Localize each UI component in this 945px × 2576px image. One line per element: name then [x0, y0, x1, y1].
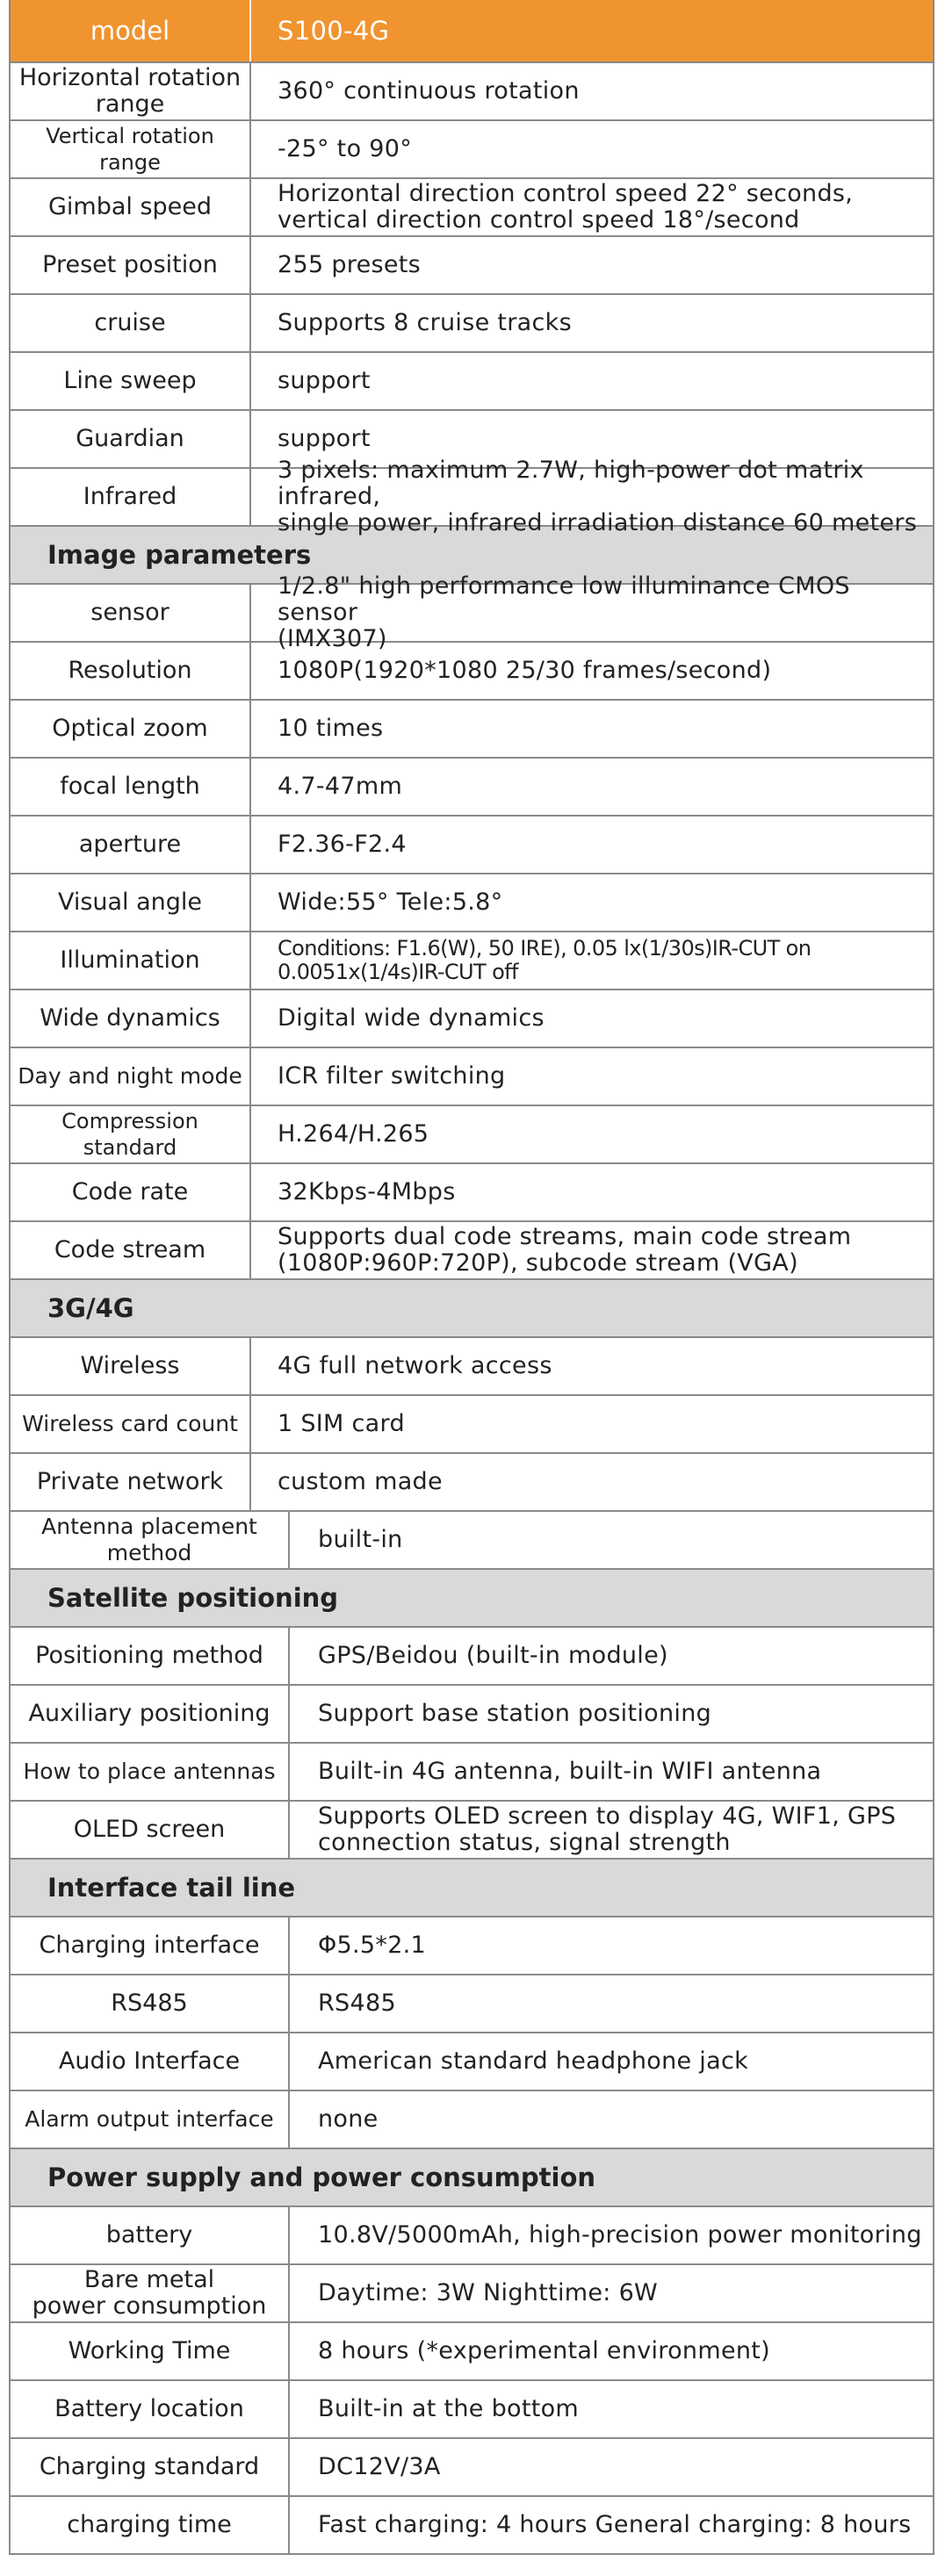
spec-value: DC12V/3A	[318, 2453, 441, 2480]
spec-value: Fast charging: 4 hours General charging: 8 hours	[318, 2511, 912, 2538]
spec-label: Line sweep	[11, 353, 251, 409]
spec-value: Wide:55° Tele:5.8°	[278, 889, 503, 916]
spec-label: Wireless	[11, 1338, 251, 1394]
spec-row-line-sweep	[9, 353, 934, 411]
spec-label: Antenna placement method	[11, 1512, 290, 1568]
spec-value: 360° continuous rotation	[278, 77, 580, 104]
spec-value: H.264/H.265	[278, 1120, 429, 1148]
spec-value: 255 presets	[278, 251, 422, 278]
spec-value: Built-in at the bottom	[318, 2395, 580, 2422]
spec-row-optical-zoom	[9, 701, 934, 759]
spec-label: Positioning method	[11, 1628, 290, 1684]
model-header-row	[9, 0, 934, 63]
spec-value: support	[278, 425, 371, 452]
spec-row-battery-location	[9, 2381, 934, 2439]
spec-row-illumination	[9, 932, 934, 990]
spec-row-resolution	[9, 643, 934, 701]
section-heading-3g-4g: 3G/4G	[9, 1280, 934, 1338]
spec-label: focal length	[11, 759, 251, 815]
spec-label: Horizontal rotation range	[11, 63, 251, 119]
spec-value: 8 hours (*experimental environment)	[318, 2337, 770, 2364]
spec-row-wireless-card-count	[9, 1396, 934, 1454]
spec-row-aperture	[9, 817, 934, 874]
spec-row-focal-length	[9, 759, 934, 817]
spec-row-auxiliary-positioning	[9, 1686, 934, 1744]
section-heading-image-parameters: Image parameters	[9, 527, 934, 585]
spec-value: custom made	[278, 1468, 443, 1495]
spec-label: charging time	[11, 2497, 290, 2553]
model-value: S100-4G	[278, 16, 390, 46]
spec-label: Illumination	[11, 932, 251, 989]
spec-value: RS485	[318, 1990, 396, 2017]
spec-label: Charging interface	[11, 1918, 290, 1974]
spec-row-compression-standard	[9, 1106, 934, 1164]
spec-value: 1080P(1920*1080 25/30 frames/second)	[278, 657, 772, 684]
spec-label: Visual angle	[11, 874, 251, 931]
spec-value: 32Kbps-4Mbps	[278, 1178, 456, 1205]
spec-row-gimbal-speed	[9, 179, 934, 237]
spec-value: 10.8V/5000mAh, high-precision power monitoring	[318, 2221, 922, 2249]
spec-label: Guardian	[11, 411, 251, 467]
spec-label: Audio Interface	[11, 2033, 290, 2090]
spec-value: 1 SIM card	[278, 1410, 405, 1437]
spec-row-day-night-mode	[9, 1048, 934, 1106]
spec-value: Supports dual code streams, main code stream (1080P:960P:720P), subcode stream (VGA)	[278, 1223, 852, 1277]
spec-value: 4.7-47mm	[278, 773, 403, 800]
spec-row-battery	[9, 2207, 934, 2265]
spec-label: Auxiliary positioning	[11, 1686, 290, 1742]
spec-label: Charging standard	[11, 2439, 290, 2495]
spec-value: Supports OLED screen to display 4G, WIF1, GPS connection status, signal strength	[318, 1802, 897, 1856]
spec-row-rs485	[9, 1975, 934, 2033]
spec-row-charging-time	[9, 2497, 934, 2555]
spec-value: -25° to 90°	[278, 135, 413, 162]
spec-label: Optical zoom	[11, 701, 251, 757]
spec-value: Support base station positioning	[318, 1700, 712, 1727]
section-heading-interface-tail-line: Interface tail line	[9, 1860, 934, 1918]
spec-label: cruise	[11, 295, 251, 351]
spec-row-working-time	[9, 2323, 934, 2381]
spec-row-oled-screen	[9, 1802, 934, 1860]
spec-label: How to place antennas	[11, 1744, 290, 1800]
spec-label: sensor	[11, 585, 251, 641]
spec-value: Horizontal direction control speed 22° seconds, vertical direction control speed 18°/second	[278, 180, 854, 234]
spec-row-preset-position	[9, 237, 934, 295]
spec-label: Bare metal power consumption	[11, 2265, 290, 2321]
spec-label: Infrared	[11, 469, 251, 525]
spec-value: Conditions: F1.6(W), 50 IRE), 0.05 lx(1/30s)IR-CUT on 0.0051x(1/4s)IR-CUT off	[278, 936, 812, 984]
spec-value: 3 pixels: maximum 2.7W, high-power dot matrix infrared, single power, infrared irradiation distance 60 meters	[278, 457, 918, 536]
spec-row-cruise	[9, 295, 934, 353]
spec-value: ICR filter switching	[278, 1062, 506, 1090]
spec-row-vertical-rotation	[9, 121, 934, 179]
section-heading-power-supply: Power supply and power consumption	[9, 2149, 934, 2207]
spec-label: Compression standard	[11, 1106, 251, 1162]
spec-row-visual-angle	[9, 874, 934, 932]
spec-row-wide-dynamics	[9, 990, 934, 1048]
spec-value: Daytime: 3W Nighttime: 6W	[318, 2279, 659, 2306]
model-label: model	[11, 0, 251, 61]
spec-label: battery	[11, 2207, 290, 2263]
spec-row-charging-interface	[9, 1918, 934, 1975]
spec-sheet	[9, 0, 934, 2555]
spec-label: Code rate	[11, 1164, 251, 1220]
spec-value: F2.36-F2.4	[278, 831, 407, 858]
spec-row-audio-interface	[9, 2033, 934, 2091]
spec-row-positioning-method	[9, 1628, 934, 1686]
spec-value: 1/2.8" high performance low illuminance CMOS sensor (IMX307)	[278, 572, 850, 652]
spec-label: Day and night mode	[11, 1048, 251, 1105]
spec-label: RS485	[11, 1975, 290, 2032]
spec-value: Φ5.5*2.1	[318, 1932, 427, 1959]
spec-row-alarm-output	[9, 2091, 934, 2149]
spec-label: Code stream	[11, 1222, 251, 1278]
spec-row-private-network	[9, 1454, 934, 1512]
spec-label: Working Time	[11, 2323, 290, 2379]
spec-row-horizontal-rotation	[9, 63, 934, 121]
spec-row-wireless	[9, 1338, 934, 1396]
spec-label: Preset position	[11, 237, 251, 293]
spec-label: Wide dynamics	[11, 990, 251, 1047]
spec-value: GPS/Beidou (built-in module)	[318, 1642, 668, 1669]
spec-label: Resolution	[11, 643, 251, 699]
spec-value: built-in	[318, 1526, 403, 1553]
spec-label: Private network	[11, 1454, 251, 1510]
spec-value: Supports 8 cruise tracks	[278, 309, 572, 336]
spec-value: American standard headphone jack	[318, 2047, 749, 2075]
spec-value: 4G full network access	[278, 1352, 552, 1379]
spec-label: aperture	[11, 817, 251, 873]
spec-label: Battery location	[11, 2381, 290, 2437]
spec-row-charging-standard	[9, 2439, 934, 2497]
spec-row-code-stream	[9, 1222, 934, 1280]
spec-value: 10 times	[278, 715, 384, 742]
spec-row-sensor	[9, 572, 934, 652]
spec-label: Wireless card count	[11, 1396, 251, 1452]
spec-row-antenna-placement	[9, 1512, 934, 1570]
spec-value: none	[318, 2105, 379, 2133]
spec-row-antenna-placing	[9, 1744, 934, 1802]
spec-label: Alarm output interface	[11, 2091, 290, 2148]
spec-row-infrared	[9, 457, 934, 536]
spec-row-code-rate	[9, 1164, 934, 1222]
spec-value: support	[278, 367, 371, 394]
spec-label: Gimbal speed	[11, 179, 251, 235]
spec-row-bare-metal-power	[9, 2265, 934, 2323]
spec-label: Vertical rotation range	[11, 121, 251, 177]
spec-value: Digital wide dynamics	[278, 1004, 545, 1032]
section-heading-satellite-positioning: Satellite positioning	[9, 1570, 934, 1628]
spec-value: Built-in 4G antenna, built-in WIFI antenna	[318, 1758, 822, 1785]
spec-label: OLED screen	[11, 1802, 290, 1858]
